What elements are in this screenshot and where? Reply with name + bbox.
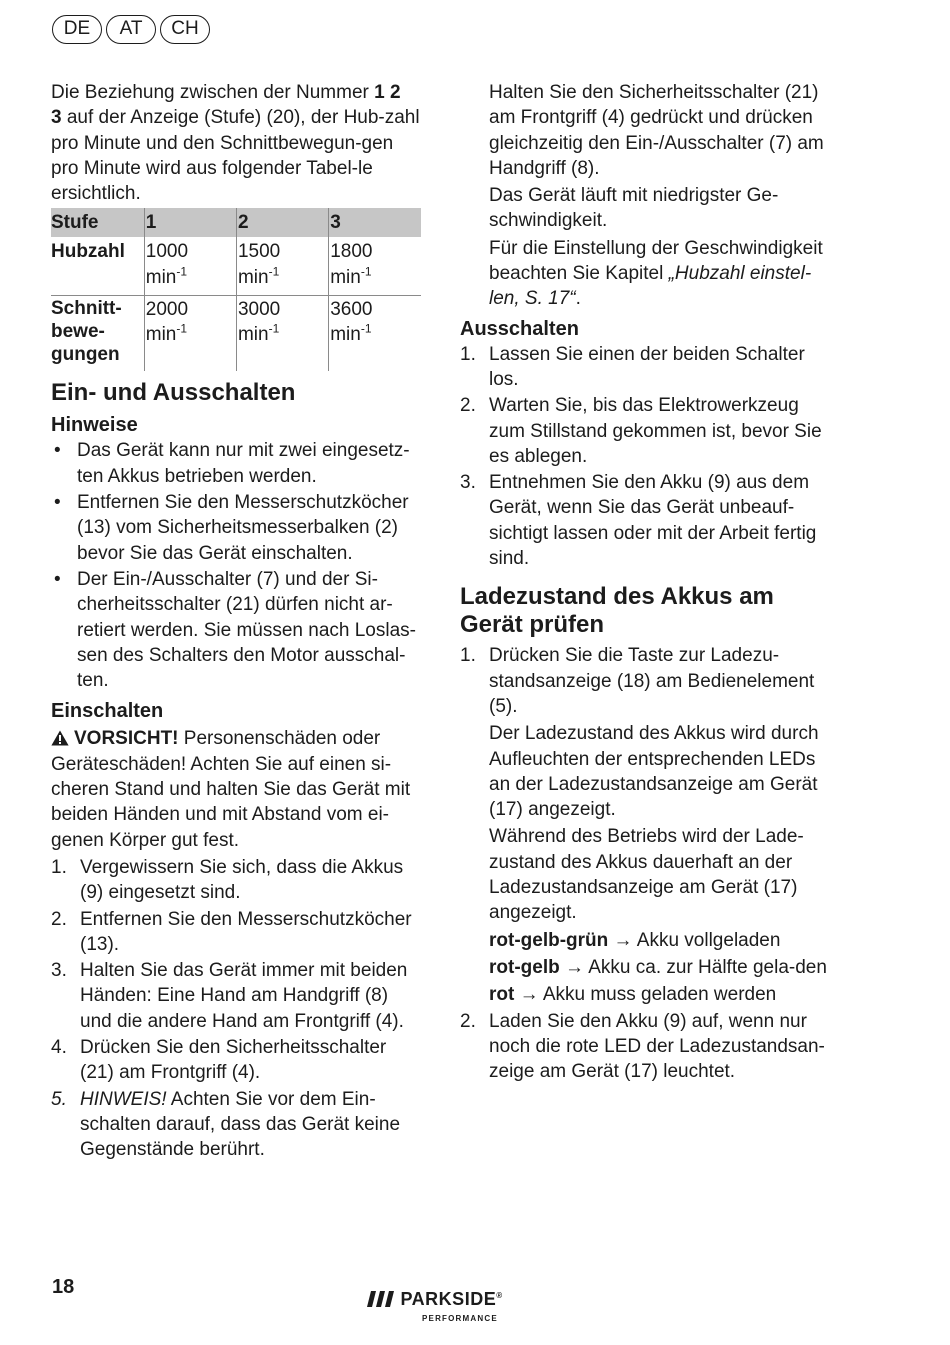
table-header-cell: 1 [144,208,236,237]
charge-explanation: Der Ladezustand des Akkus wird durch Aufleuchten der entsprechenden LEDs an der Ladezustandsanzeige am Gerät (17) angezeigt. [489,723,819,821]
bullet-icon: • [54,440,61,462]
continued-paragraph-3: Für die Einstellung der Geschwindigkeit beachten Sie Kapitel „Hubzahl einstel-len, S. 17“. [489,237,823,310]
switch-on-heading: Einschalten [51,700,164,723]
level-item: rot-gelb-grün → Akku vollgeladen [489,929,781,951]
charge-explanation-2: Während des Betriebs wird der Lade-zustand des Akkus dauerhaft an der Ladezustandsanzeige am Gerät (17) angezeigt. [489,826,804,924]
table-cell: 3600 $\min^{-1}$ [329,295,421,371]
brand-subline: PERFORMANCE [422,1314,498,1323]
list-item: • Der Ein-/Ausschalter (7) und der Si-cherheitsschalter (21) dürfen nicht ar-retiert werden. Sie müssen nach Loslas-sen des Schalters den Motor ausschal-ten. [54,568,416,692]
table-cell: 3000 $\min^{-1}$ [236,295,328,371]
list-item: 3. Entnehmen Sie den Akku (9) aus dem Gerät, wenn Sie das Gerät unbeauf-sichtigt lassen oder mit der Arbeit fertig sind. [460,472,817,570]
arrow-icon: → [613,929,633,951]
table-cell: 1000 $\min^{-1}$ [144,237,236,295]
table-cell: 2000 $\min^{-1}$ [144,295,236,371]
table-cell: 1500 $\min^{-1}$ [236,237,328,295]
brand-stripes-icon [367,1291,395,1307]
arrow-icon: → [565,956,584,978]
intro-paragraph [51,80,423,206]
table-row-label: Schnitt-bewe-gungen [51,297,122,365]
level-item: rot → Akku muss geladen werden [489,984,777,1006]
country-badge-at: AT [106,15,156,44]
table-header-cell: Stufe [51,208,144,237]
warning-text: Personenschäden oder Geräteschäden! Achten Sie auf einen si-cheren Stand und halten Sie das Gerät mit beiden Händen und mit Abstand vom ei-genen Körper gut fest. [51,728,411,851]
country-badge-de: DE [52,15,102,44]
registered-mark: ® [496,1291,503,1300]
list-item: 2. Entfernen Sie den Messerschutzköcher (13). [51,908,412,955]
table-header-cell: 3 [329,208,421,237]
notes-heading: Hinweise [51,414,138,437]
intro-bold-1: 1 2 [374,82,401,103]
list-item: 2. Laden Sie den Akku (9) auf, wenn nur noch die rote LED der Ladezustandsan-zeige am Gerät (17) leuchtet. [460,1010,825,1083]
section-title-on-off: Ein- und Ausschalten [51,379,296,407]
note-label: HINWEIS! [80,1088,167,1110]
list-item: 5. HINWEIS! Achten Sie vor dem Ein-schalten darauf, dass das Gerät keine Gegenstände berührt. [51,1088,401,1161]
bullet-icon: • [54,492,61,514]
warning-label: VORSICHT! [74,728,179,750]
intro-text: Die Beziehung zwischen der Nummer [51,82,375,103]
section-title-charge: Ladezustand des Akkus am Gerät prüfen [460,583,774,639]
list-item: 4. Drücken Sie den Sicherheitsschalter (21) am Frontgriff (4). [51,1037,387,1084]
table-cell: 1800 $\min^{-1}$ [329,237,421,295]
table-header-row [51,208,421,237]
notes-list [51,438,423,693]
list-item: • Entfernen Sie den Messerschutzköcher (13) vom Sicherheitsmesserbalken (2) bevor Sie das Gerät einschalten. [54,492,409,564]
brand-logo [367,1283,513,1323]
intro-text-2: auf der Anzeige (Stufe) (20), der Hub-zahl pro Minute und den Schnittbewegun-gen pro Minute wird aus folgender Tabel-le ersichtlich. [51,107,420,205]
switch-off-steps [460,342,835,572]
country-badges [52,15,210,44]
list-item: 1. Drücken Sie die Taste zur Ladezu-standsanzeige (18) am Bedienelement (5). Der Ladezustand des Akkus wird durch Aufleuchten der entsprechenden LEDs an der Ladezustandsanzeige am Gerät (17) angezeigt. Während des Betriebs wird der Lade-zustand des Akkus dauerhaft an der Ladezustandsanzeige am Gerät (17) angezeigt. rot-gelb-grün → Akku vollgeladen rot-gelb → Akku ca. zur Hälfte gela-den rot → Akku muss geladen werden [460,643,835,1007]
chapter-reference: „Hubzahl einstel-len, S. 17“ [489,263,812,310]
warning-triangle-icon [51,730,69,746]
switch-off-heading: Ausschalten [460,317,579,340]
table-header-cell: 2 [236,208,328,237]
left-column [51,80,423,1164]
table-row [51,237,421,295]
charge-steps [460,643,835,1084]
brand-wordmark: PARKSIDE® [367,1283,503,1312]
speed-table [51,208,421,371]
list-item: • Das Gerät kann nur mit zwei eingesetz-ten Akkus betrieben werden. [54,440,410,487]
continued-paragraph: Halten Sie den Sicherheitsschalter (21) am Frontgriff (4) gedrückt und drücken gleichzeitig den Ein-/Ausschalter (7) am Handgriff (8). [489,82,824,179]
table-row [51,295,421,371]
bullet-icon: • [54,568,61,590]
switch-on-steps [51,855,423,1163]
country-badge-ch: CH [160,15,210,44]
right-column [460,80,835,1085]
list-item: 2. Warten Sie, bis das Elektrowerkzeug zum Stillstand gekommen ist, bevor Sie es ablegen. [460,395,822,467]
continued-paragraph-2: Das Gerät läuft mit niedrigster Ge-schwindigkeit. [489,185,779,232]
page-number: 18 [52,1276,75,1298]
arrow-icon: → [519,984,539,1006]
warning-paragraph [51,726,423,852]
table-row-label: Hubzahl [51,237,144,295]
level-item: rot-gelb → Akku ca. zur Hälfte gela-den [489,956,827,978]
list-item: 3. Halten Sie das Gerät immer mit beiden Händen: Eine Hand am Handgriff (8) und die andere Hand am Frontgriff (4). [51,960,408,1032]
list-item: 1. Lassen Sie einen der beiden Schalter los. [460,343,805,390]
list-item: 1. Vergewissern Sie sich, dass die Akkus (9) eingesetzt sind. [51,856,404,904]
intro-bold-2: 3 [51,107,62,129]
